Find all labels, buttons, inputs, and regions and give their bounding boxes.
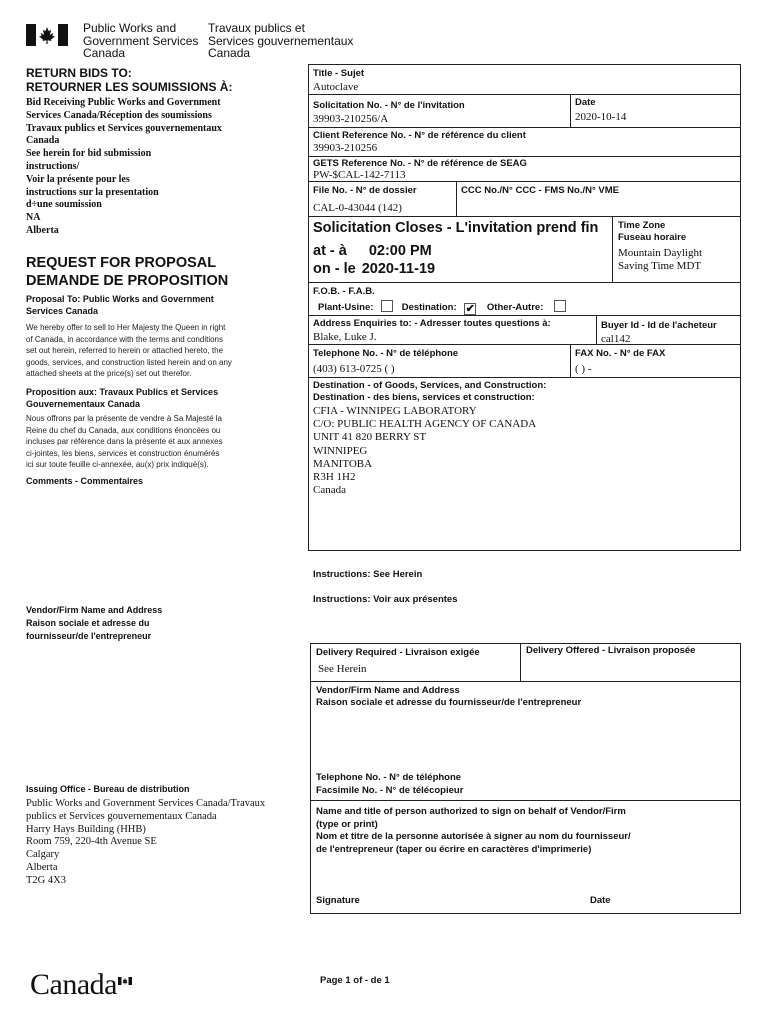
- proposal-to-en-2: Services Canada: [26, 305, 99, 316]
- client-ref-value: 39903-210256: [313, 142, 378, 154]
- destination-address-line: C/O: PUBLIC HEALTH AGENCY OF CANADA: [313, 418, 537, 431]
- comments-label: Comments - Commentaires: [26, 476, 144, 486]
- canada-wordmark-flag-icon: [118, 972, 132, 980]
- gets-value: PW-$CAL-142-7113: [313, 169, 406, 181]
- rfp-title-fr: DEMANDE DE PROPOSITION: [26, 273, 229, 289]
- destination-address-line: R3H 1H2: [313, 471, 356, 484]
- vendor-name-label-3: fournisseur/de l'entrepreneur: [26, 631, 152, 641]
- dept-name-en-3: Canada: [83, 46, 126, 60]
- issuing-address-line: Alberta: [26, 861, 58, 873]
- delivery-offered-label: Delivery Offered - Livraison proposée: [526, 645, 696, 656]
- closes-title: Solicitation Closes - L'invitation prend fin: [313, 220, 599, 236]
- dept-name-fr-2: Services gouvernementaux: [208, 33, 354, 48]
- return-address-line: See herein for bid submission: [26, 148, 152, 160]
- destination-label: Destination:: [401, 302, 457, 313]
- issuing-address-line: publics et Services gouvernementaux Canada: [26, 810, 217, 822]
- dept-name-fr-1: Travaux publics et: [208, 21, 305, 35]
- issuing-office-label: Issuing Office - Bureau de distribution: [26, 784, 190, 794]
- destination-address-line: MANITOBA: [313, 457, 373, 470]
- fob-options: [318, 300, 566, 315]
- destination-checkbox[interactable]: ✔: [465, 303, 475, 315]
- delivery-required-label: Delivery Required - Livraison exigée: [316, 647, 480, 658]
- other-label: Other-Autre:: [486, 302, 544, 313]
- tz-label-1: Time Zone: [618, 220, 666, 231]
- signature-label: Signature: [316, 895, 360, 906]
- proposal-to-en: Proposal To: Public Works and Government: [26, 294, 214, 304]
- destination-address-line: WINNIPEG: [313, 444, 368, 457]
- offer-line: attached sheets at the price(s) set out therefor.: [26, 369, 192, 379]
- return-address-line: Canada: [26, 135, 60, 147]
- auth-label-3: Nom et titre de la personne autorisée à signer au nom du fournisseur/: [316, 831, 631, 843]
- issuing-address: [26, 798, 296, 888]
- offer-line: of Canada, in accordance with the terms and conditions: [26, 334, 224, 344]
- issuing-address-line: Room 759, 220-4th Avenue SE: [26, 836, 157, 848]
- vendor-name-address-field[interactable]: [312, 712, 739, 770]
- file-value: CAL-0-43044 (142): [313, 202, 402, 214]
- return-address: [26, 97, 286, 238]
- issuing-address-line: Harry Hays Building (HHB): [26, 823, 146, 835]
- auth-label-2: (type or print): [316, 818, 378, 830]
- fax-label: FAX No. - N° de FAX: [575, 348, 666, 359]
- return-address-line: instructions/: [26, 160, 80, 172]
- authorized-person-field[interactable]: [312, 862, 739, 890]
- instructions-fr: Instructions: Voir aux présentes: [313, 594, 458, 605]
- offer-line: Reine du chef du Canada, aux conditions énoncées ou: [26, 425, 221, 435]
- return-address-line: Alberta: [26, 224, 59, 236]
- date-label: Date: [575, 97, 596, 108]
- issuing-address-line: Public Works and Government Services Canada/Travaux: [26, 798, 266, 809]
- return-address-line: Bid Receiving Public Works and Government: [26, 97, 221, 108]
- ccc-label: CCC No./N° CCC - FMS No./N° VME: [461, 185, 620, 196]
- issuing-address-line: T2G 4X3: [26, 874, 66, 886]
- offer-line: Nous offrons par la présente de vendre à Sa Majesté la: [26, 414, 222, 423]
- at-value: 02:00 PM: [368, 243, 432, 259]
- offer-text-fr: [26, 413, 291, 471]
- other-checkbox[interactable]: [554, 300, 566, 312]
- signature-date-label: Date: [590, 895, 611, 906]
- destination-address: [313, 405, 536, 497]
- on-value: 2020-11-19: [361, 261, 436, 277]
- plant-checkbox[interactable]: [381, 300, 393, 312]
- auth-label-1: Name and title of person authorized to sign on behalf of Vendor/Firm: [316, 806, 626, 817]
- return-address-line: Travaux publics et Services gouvernementaux: [26, 122, 222, 134]
- vendor-name-label-2: Raison sociale et adresse du: [26, 618, 150, 628]
- phone-label: Telephone No. - N° de téléphone: [313, 348, 459, 359]
- return-address-line: Voir la présente pour les: [26, 173, 130, 185]
- return-address-line: NA: [26, 212, 41, 224]
- destination-label-1: Destination - of Goods, Services, and Construction:: [313, 380, 547, 391]
- return-address-line: Services Canada/Réception des soumissions: [26, 109, 212, 121]
- dept-name-en-1: Public Works and: [83, 21, 177, 35]
- buyer-label: Buyer Id - Id de l'acheteur: [601, 320, 717, 331]
- telephone-label: Telephone No. - N° de téléphone: [316, 772, 462, 783]
- gets-label: GETS Reference No. - N° de référence de SEAG: [313, 158, 527, 169]
- destination-address-line: CFIA - WINNIPEG LABORATORY: [313, 405, 477, 417]
- delivery-offered-field[interactable]: [522, 657, 738, 679]
- destination-address-line: UNIT 41 820 BERRY ST: [313, 431, 427, 444]
- at-label: at - à: [313, 243, 347, 259]
- dept-name-en-2: Government Services: [83, 33, 199, 48]
- tz-label-2: Fuseau horaire: [618, 232, 687, 243]
- file-label: File No. - N° de dossier: [313, 185, 417, 196]
- offer-line: incluses par référence dans la présente et aux annexes: [26, 437, 223, 447]
- instructions-en: Instructions: See Herein: [313, 569, 423, 580]
- issuing-address-line: Calgary: [26, 849, 60, 861]
- offer-line: We hereby offer to sell to Her Majesty the Queen in right: [26, 323, 226, 332]
- offer-line: ici sur toute feuille ci-annexée, au(x) prix indiqué(s).: [26, 460, 209, 470]
- on-label: on - le: [313, 261, 356, 277]
- proposal-to-fr: Proposition aux: Travaux Publics et Services: [26, 387, 219, 397]
- proposal-to-fr-2: Gouvernementaux Canada: [26, 398, 141, 409]
- fob-label: F.O.B. - F.A.B.: [313, 286, 375, 297]
- date-value: 2020-10-14: [575, 111, 627, 123]
- solicitation-label: Solicitation No. - N° de l'invitation: [313, 100, 465, 111]
- offer-line: goods, services, and construction listed herein and on any: [26, 357, 232, 367]
- canada-flag-icon: [26, 24, 68, 46]
- tz-value-2: Saving Time MDT: [618, 260, 702, 272]
- rfp-title-en: REQUEST FOR PROPOSAL: [26, 255, 217, 271]
- page-number: Page 1 of - de 1: [320, 975, 390, 986]
- canada-flag-logo: [26, 24, 68, 46]
- offer-line: set out herein, referred to herein or attached hereto, the: [26, 346, 224, 356]
- facsimile-label: Facsimile No. - N° de télécopieur: [316, 784, 464, 796]
- title-label: Title - Sujet: [313, 68, 365, 79]
- tz-value-1: Mountain Daylight: [618, 247, 703, 259]
- return-bids-fr: RETOURNER LES SOUMISSIONS À:: [26, 80, 233, 94]
- destination-address-line: Canada: [313, 484, 346, 497]
- client-ref-label: Client Reference No. - N° de référence du client: [313, 130, 526, 141]
- destination-label-2: Destination - des biens, services et construction:: [313, 392, 535, 403]
- return-address-line: d÷une soumission: [26, 199, 102, 211]
- title-value: Autoclave: [313, 81, 359, 93]
- delivery-required-value: See Herein: [318, 663, 367, 675]
- vendor-name-label-1: Vendor/Firm Name and Address: [26, 605, 163, 615]
- offer-text-en: [26, 322, 291, 380]
- dept-name-fr-3: Canada: [208, 46, 251, 60]
- return-bids-en: RETURN BIDS TO:: [26, 66, 132, 80]
- auth-label-4: de l'entrepreneur (taper ou écrire en caractères d'imprimerie): [316, 844, 592, 856]
- canada-wordmark: Canada: [30, 968, 117, 1001]
- offer-line: ci-jointes, les biens, services et construction énumérés: [26, 448, 220, 458]
- buyer-value: cal142: [601, 333, 631, 345]
- phone-value: (403) 613-0725 ( ): [313, 363, 395, 375]
- enquiries-label: Address Enquiries to: - Adresser toutes questions à:: [313, 318, 551, 329]
- vendor-label-1: Vendor/Firm Name and Address: [316, 685, 460, 696]
- vendor-label-2: Raison sociale et adresse du fournisseur/de l'entrepreneur: [316, 697, 582, 708]
- plant-label: Plant-Usine:: [318, 302, 374, 313]
- solicitation-value: 39903-210256/A: [313, 113, 389, 125]
- enquiries-value: Blake, Luke J.: [313, 331, 377, 343]
- fax-value: ( ) -: [575, 363, 592, 375]
- return-address-line: instructions sur la presentation: [26, 186, 159, 198]
